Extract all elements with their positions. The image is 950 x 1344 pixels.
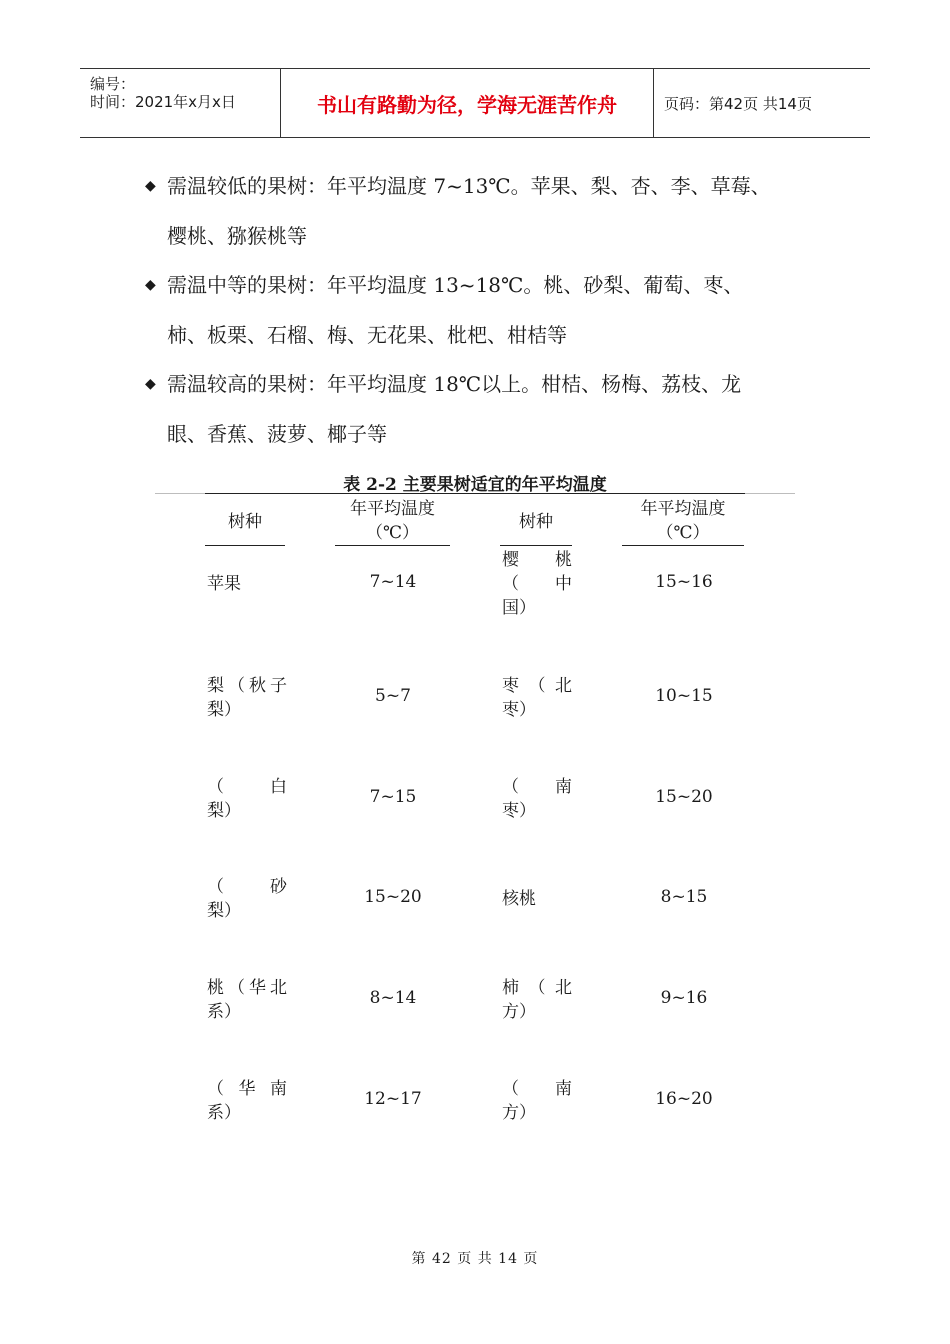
header-underline — [205, 545, 285, 546]
cell-line: 枣（北 — [502, 676, 572, 696]
header-temp-text: 年平均温度 — [350, 499, 435, 519]
header-temp-unit: （℃） — [365, 523, 420, 543]
cell-line: 方） — [502, 1103, 536, 1123]
table-cell-species — [502, 1077, 572, 1125]
cell-line: 枣） — [502, 700, 536, 720]
table-cell-temp: 12~17 — [364, 1089, 422, 1109]
bullet-line: 需温较低的果树：年平均温度 7~13℃。苹果、梨、杏、李、草莓、 — [167, 174, 771, 198]
table-cell-species — [207, 875, 287, 923]
header-species-1: 树种 — [228, 512, 262, 532]
cell-line: 方） — [502, 1002, 536, 1022]
table-cell-species — [207, 775, 287, 823]
header-underline — [500, 545, 572, 546]
header-temp-2 — [622, 497, 744, 545]
date-label: 时间：2021年x月x日 — [90, 93, 236, 111]
bullet-high-temp — [145, 359, 825, 459]
header-temp-1 — [335, 497, 450, 545]
bullet-mid-temp — [145, 260, 825, 360]
diamond-bullet-icon: ◆ — [145, 277, 156, 293]
cell-line: 桃（华北 — [207, 978, 287, 998]
table-cell-temp: 16~20 — [655, 1089, 713, 1109]
table-cell-temp: 8~15 — [660, 887, 708, 907]
table-cell-species — [502, 976, 572, 1024]
table-cell-species — [502, 674, 572, 722]
bullet-line: 柿、板栗、石榴、梅、无花果、枇杷、柑桔等 — [167, 323, 567, 347]
header-motto: 书山有路勤为径，学海无涯苦作舟 — [281, 69, 654, 137]
header-meta — [80, 69, 281, 137]
table-cell-temp: 15~20 — [364, 887, 422, 907]
cell-line: （白 — [207, 777, 287, 797]
document-header — [80, 68, 870, 138]
header-temp-unit: （℃） — [656, 523, 710, 543]
cell-line: 梨（秋子 — [207, 676, 287, 696]
table-caption: 表 2-2 主要果树适宜的年平均温度 — [343, 475, 607, 495]
table-cell-temp: 10~15 — [655, 686, 713, 706]
cell-line: （华南 — [207, 1079, 287, 1099]
table-cell-species — [207, 674, 287, 722]
table-cell-temp: 5~7 — [375, 686, 411, 706]
cell-line: 梨） — [207, 801, 241, 821]
table-cell-species: 苹果 — [207, 574, 241, 594]
diamond-bullet-icon: ◆ — [145, 178, 156, 194]
table-cell-temp: 7~15 — [369, 787, 417, 807]
cell-line: （砂 — [207, 877, 287, 897]
diamond-bullet-icon: ◆ — [145, 376, 156, 392]
header-underline — [335, 545, 450, 546]
table-cell-species: 樱桃 （中 国） — [502, 550, 572, 618]
bullet-low-temp — [145, 161, 825, 261]
cell-line: 枣） — [502, 801, 536, 821]
cell-line: 梨） — [207, 901, 241, 921]
table-cell-species — [502, 775, 572, 823]
page-label: 页码：第42页 共14页 — [664, 94, 812, 113]
cell-line: （南 — [502, 777, 572, 797]
bullet-line: 樱桃、猕猴桃等 — [167, 224, 307, 248]
table-cell-temp: 8~14 — [369, 988, 417, 1008]
table-cell-temp: 15~20 — [655, 787, 713, 807]
header-species-2: 树种 — [519, 512, 553, 532]
bullet-line: 需温较高的果树：年平均温度 18℃以上。柑桔、杨梅、荔枝、龙 — [167, 372, 742, 396]
table-cell-species: 核桃 — [502, 889, 536, 909]
cell-line: （南 — [502, 1079, 572, 1099]
table-top-rule — [205, 493, 745, 494]
number-label: 编号： — [90, 75, 136, 93]
table-cell-temp: 15~16 — [655, 572, 713, 592]
cell-line: 柿（北 — [502, 978, 572, 998]
page-footer: 第 42 页 共 14 页 — [411, 1251, 539, 1267]
cell-line: 系） — [207, 1002, 241, 1022]
header-underline — [622, 545, 744, 546]
cell-line: 系） — [207, 1103, 241, 1123]
table-cell-species — [207, 1077, 287, 1125]
header-temp-text: 年平均温度 — [640, 499, 726, 519]
table-cell-temp: 7~14 — [369, 572, 417, 592]
table-cell-species — [207, 976, 287, 1024]
table-cell-temp: 9~16 — [660, 988, 708, 1008]
cell-line: 梨） — [207, 700, 241, 720]
bullet-line: 需温中等的果树：年平均温度 13~18℃。桃、砂梨、葡萄、枣、 — [167, 273, 744, 297]
bullet-line: 眼、香蕉、菠萝、椰子等 — [167, 422, 387, 446]
